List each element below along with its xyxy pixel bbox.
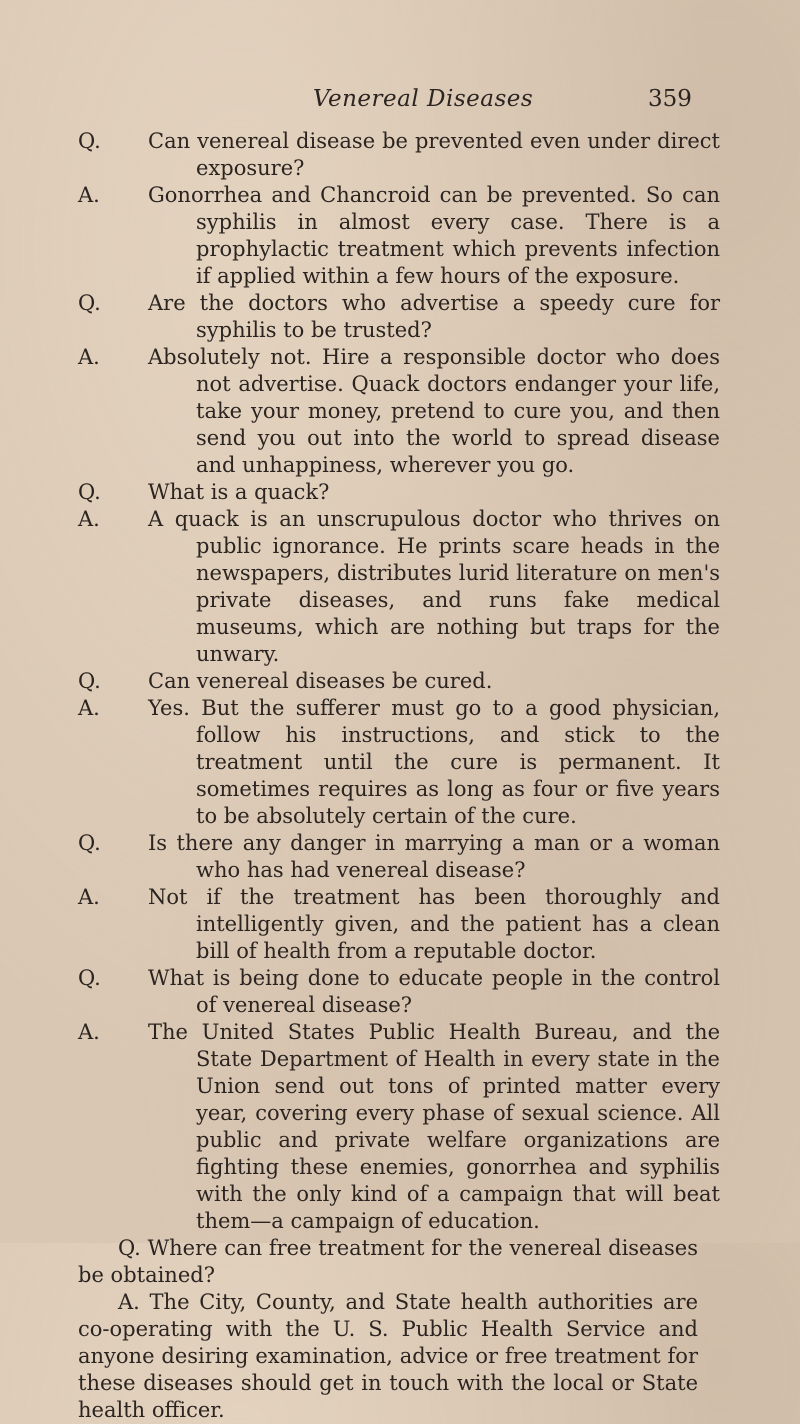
answer-text: Not if the treatment has been thoroughly and intelligently given, and the patient has a clean bill of health from a reputable doctor.: [148, 885, 720, 963]
answer-label: A.: [78, 507, 100, 531]
final-answer: A. The City, County, and State health authorities are co-operating with the U. S. Public Health Service and anyone desiring examination, advice or free treatment for these diseases should get in touch with the local or State health officer.: [78, 1290, 698, 1422]
question-text: What is a quack?: [148, 480, 330, 504]
question-text: Is there any danger in marrying a man or a woman who has had venereal disease?: [148, 831, 720, 882]
answer-text: Yes. But the sufferer must go to a good physician, follow his instructions, and stick to the treatment until the cure is permanent. It sometimes requires as long as four or five years to be absolutely certain of the cure.: [148, 696, 720, 828]
final-question: Q. Where can free treatment for the venereal diseases be obtained?: [78, 1236, 698, 1287]
answer-text: Absolutely not. Hire a responsible doctor who does not advertise. Quack doctors endanger your life, take your money, pretend to cure you, and then send you out into the world to spread disease and unhappiness, wherever you go.: [148, 345, 720, 477]
answer-label: A.: [78, 1020, 100, 1044]
page-number: 359: [648, 86, 692, 112]
question-text: Can venereal diseases be cured.: [148, 669, 493, 693]
question-text: What is being done to educate people in the control of venereal disease?: [148, 966, 720, 1017]
question-label: Q.: [78, 129, 101, 153]
answer-label: A.: [78, 183, 100, 207]
running-title: Venereal Diseases: [313, 86, 534, 112]
question-text: Can venereal disease be prevented even under direct exposure?: [148, 129, 720, 180]
question-label: Q.: [78, 831, 101, 855]
page-header: [0, 86, 800, 120]
question-label: Q.: [78, 480, 101, 504]
answer-label: A.: [78, 696, 100, 720]
answer-label: A.: [78, 345, 100, 369]
answer-text: A quack is an unscrupulous doctor who thrives on public ignorance. He prints scare heads in the newspapers, distributes lurid literature on men's private diseases, and runs fake medical museums, which are nothing but traps for the unwary.: [148, 507, 720, 666]
final-paragraphs: [78, 1235, 698, 1424]
question-label: Q.: [78, 291, 101, 315]
question-label: Q.: [78, 966, 101, 990]
answer-label: A.: [78, 885, 100, 909]
answer-text: The United States Public Health Bureau, and the State Department of Health in every state in the Union send out tons of printed matter every year, covering every phase of sexual science. All public and private welfare organizations are fighting these enemies, gonorrhea and syphilis with the only kind of a campaign that will beat them—a campaign of education.: [148, 1020, 720, 1233]
question-text: Are the doctors who advertise a speedy cure for syphilis to be trusted?: [148, 291, 720, 342]
question-label: Q.: [78, 669, 101, 693]
answer-text: Gonorrhea and Chancroid can be prevented. So can syphilis in almost every case. There is a prophylactic treatment which prevents infection if applied within a few hours of the exposure.: [148, 183, 720, 288]
